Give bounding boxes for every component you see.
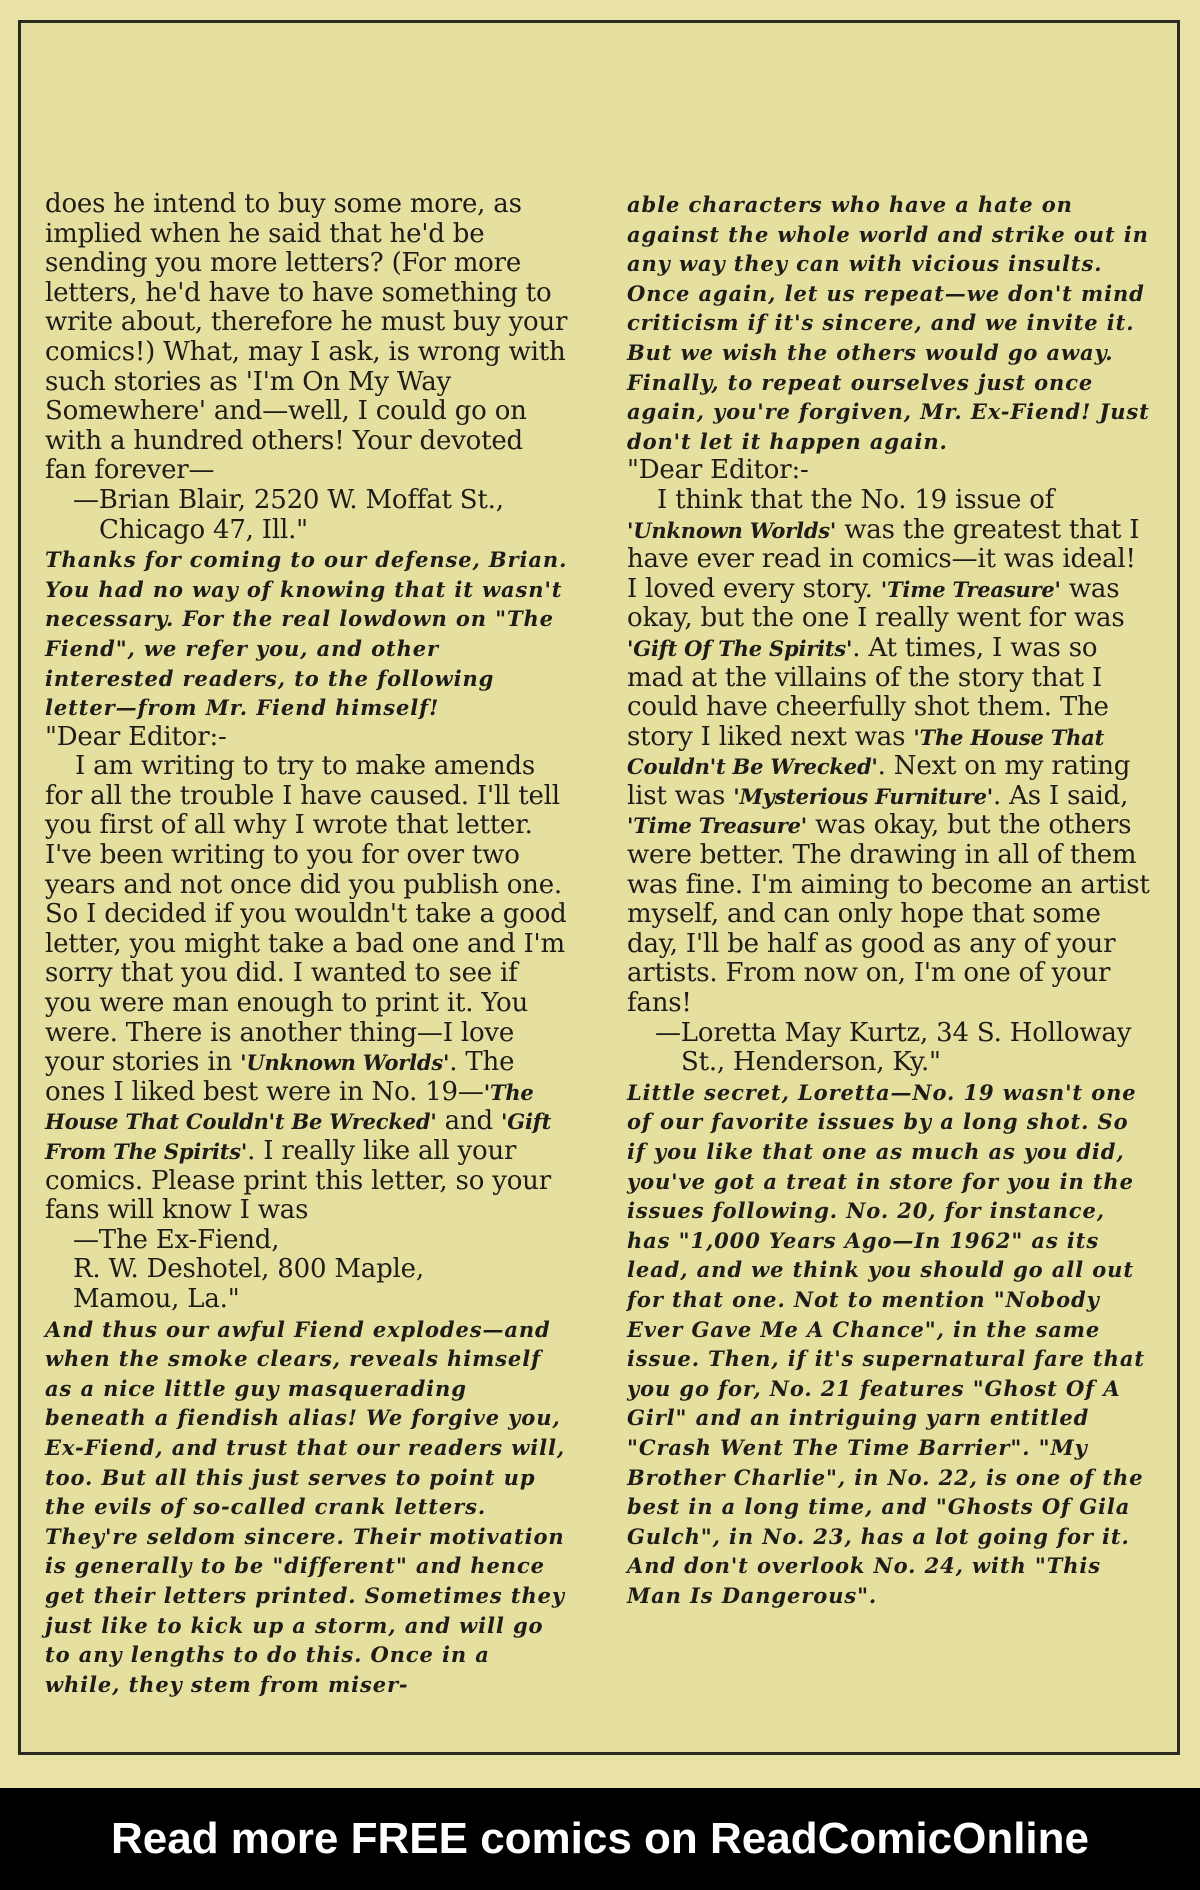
editor-reply: Thanks for coming to our defense, Brian. You had no way of knowing that it wasn't necessary. For the real lowdown on "The Fiend", we refer you, and other interested readers, to the following letter—from Mr. Fiend himself! (45, 547, 568, 721)
editor-reply: And thus our awful Fiend explodes—and when the smoke clears, reveals himself as a nice little guy masquerading beneath a fiendish alias! We forgive you, Ex-Fiend, and trust that our readers will, too. But all this just serves to point up the evils of so-called crank letters. They're seldom sincere. Their motivation is generally to be "different" and hence get their letters printed. Sometimes they just like to kick up a storm, and will go to any lengths to do this. Once in a while, they stem from miser- (45, 1316, 566, 1697)
letter-brian-blair-tail: does he intend to buy some more, as implied when he said that he'd be sending you more letters? (For more letters, he'd have to have something to write about, therefore he must buy your comics!) What, may I ask, is wrong with such stories as 'I'm On My Way Somewhere' and—well, I could go on with a hundred others! Your devoted fan forever— (45, 189, 568, 486)
editor-reply: Little secret, Loretta—No. 19 wasn't one of our favorite issues by a long shot. So if you like that one as much as you did, you've got a treat in store for you in the issues following. No. 20, for instance, has "1,000 Years Ago—In 1962" as its lead, and we think you should go all out for that one. Not to mention "Nobody Ever Gave Me A Chance", in the same issue. Then, if it's supernatural fare that you go for, No. 21 features "Ghost Of A Girl" and an intriguing yarn entitled "Crash Went The Time Barrier". "My Brother Charlie", in No. 22, is one of the best in a long time, and "Ghosts Of Gila Gulch", in No. 23, has a lot going for it. And don't overlook No. 24, with "This Man Is Dangerous". (627, 1079, 1145, 1608)
story-title: 'Time Treasure' (880, 576, 1061, 602)
signature-line: —Loretta May Kurtz, 34 S. Holloway (655, 1017, 1132, 1048)
signature-line: —Brian Blair, 2520 W. Moffat St., (73, 484, 504, 515)
story-title: 'Mysterious Furniture' (733, 783, 994, 809)
story-title: 'Gift From The Spirits' (45, 1109, 552, 1164)
story-title: 'The House That Couldn't Be Wrecked' (627, 724, 1105, 780)
signature-line: Mamou, La." (73, 1283, 240, 1314)
story-title: 'Gift Of The Spirits' (627, 635, 853, 661)
signature-line: St., Henderson, Ky." (681, 1047, 941, 1078)
signature-line: Chicago 47, Ill." (99, 514, 308, 545)
faded-header-artwork (491, 53, 611, 163)
right-column (627, 190, 1152, 1611)
story-title: 'Time Treasure' (627, 813, 808, 839)
signature-line: R. W. Deshotel, 800 Maple, (73, 1254, 424, 1285)
left-column (45, 190, 570, 1699)
letter-greeting: "Dear Editor:- (45, 721, 227, 752)
readcomiconline-banner[interactable]: Read more FREE comics on ReadComicOnline (0, 1788, 1200, 1890)
signature-line: —The Ex-Fiend, (73, 1224, 280, 1255)
story-title: 'Unknown Worlds' (240, 1050, 450, 1076)
editor-reply-continued: able characters who have a hate on against the whole world and strike out in any way they can with vicious insults. Once again, let us repeat—we don't mind criticism if it's sincere, and we invite it. But we wish the others would go away. Finally, to repeat ourselves just once again, you're forgiven, Mr. Ex-Fiend! Just don't let it happen again. (627, 192, 1150, 454)
letter-greeting: "Dear Editor:- (627, 455, 809, 486)
story-title: 'The House That Couldn't Be Wrecked' (45, 1079, 534, 1135)
letter-loretta-body: I think that the No. 19 issue of 'Unknown Worlds' was the greatest that I have ever read in comics—it was ideal! I loved every story. 'Time Treasure' was okay, but the one I really went for was 'Gift Of The Spirits'. At times, I was so mad at the villains of the story that I could have cheerfully shot them. The story I liked next was 'The House That Couldn't Be Wrecked'. Next on my rating list was 'Mysterious Furniture'. As I said, 'Time Treasure' was okay, but the others were better. The drawing in all of them was fine. I'm aiming to become an artist myself, and can only hope that some day, I'll be half as good as any of your artists. From now on, I'm one of your fans! (627, 484, 1150, 1019)
story-title: 'Unknown Worlds' (627, 517, 837, 543)
letter-ex-fiend-body: I am writing to try to make amends for all the trouble I have caused. I'll tell you first of all why I wrote that letter. I've been writing to you for over two years and not once did you publish one. So I decided if you wouldn't take a good letter, you might take a bad one and I'm sorry that you did. I wanted to see if you were man enough to print it. You were. There is another thing—I love your stories in 'Unknown Worlds'. The ones I liked best were in No. 19—'The House That Couldn't Be Wrecked' and 'Gift From The Spirits'. I really like all your comics. Please print this letter, so your fans will know I was (45, 751, 567, 1226)
